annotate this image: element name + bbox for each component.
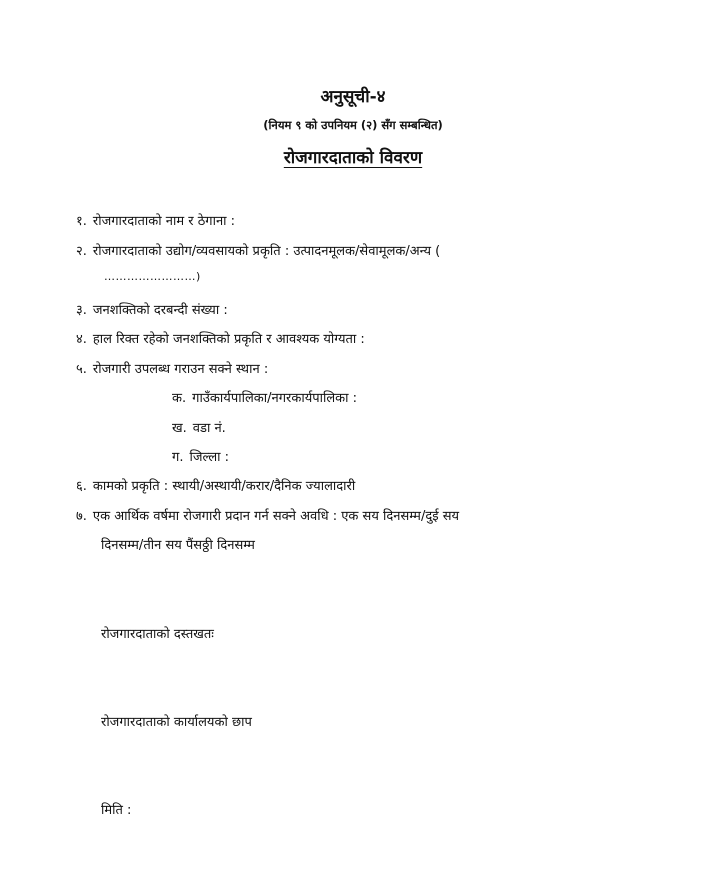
item-text: हाल रिक्त रहेको जनशक्तिको प्रकृति र आवश्यक योग्यता : <box>92 332 365 347</box>
item-text: रोजगारी उपलब्ध गराउन सक्ने स्थान : <box>92 362 269 377</box>
sub-item-text: जिल्ला : <box>189 450 230 465</box>
sub-item-label: ग. <box>172 450 184 465</box>
list-item <box>76 506 459 524</box>
sub-item-label: क. <box>172 391 187 406</box>
list-item <box>76 476 355 494</box>
list-item <box>76 329 365 347</box>
item-number: २. <box>76 244 87 259</box>
sub-item <box>172 447 229 465</box>
item-text: जनशक्तिको दरबन्दी संख्या : <box>92 303 228 318</box>
item-number: १. <box>76 214 87 229</box>
list-item <box>76 359 268 377</box>
form-title: रोजगारदाताको विवरण <box>283 148 423 168</box>
rule-reference: (नियम ९ को उपनियम (२) सँग सम्बन्धित) <box>263 118 443 132</box>
item-number: ४. <box>76 332 87 347</box>
item-number: ५. <box>76 362 87 377</box>
sub-item <box>172 388 357 406</box>
item-text: रोजगारदाताको नाम र ठेगाना : <box>92 214 236 229</box>
sub-item-text: गाउँकार्यपालिका/नगरकार्यपालिका : <box>192 391 358 406</box>
item-number: ७. <box>76 509 87 524</box>
sub-item-label: ख. <box>172 421 187 436</box>
item-number: ३. <box>76 303 87 318</box>
item-text: एक आर्थिक वर्षमा रोजगारी प्रदान गर्न सक्ने अवधि : एक सय दिनसम्म/दुई सय <box>92 509 460 524</box>
employer-signature-label: रोजगारदाताको दस्तखतः <box>101 627 214 642</box>
item-number: ६. <box>76 479 87 494</box>
sub-item-text: वडा नं. <box>192 421 226 436</box>
item-continuation: ……………………) <box>104 270 201 283</box>
sub-item <box>172 418 226 436</box>
item-text: रोजगारदाताको उद्योग/व्यवसायको प्रकृति : उत्पादनमूलक/सेवामूलक/अन्य ( <box>92 244 441 259</box>
item-text: कामको प्रकृति : स्थायी/अस्थायी/करार/दैनिक ज्यालादारी <box>92 479 356 494</box>
date-label: मिति : <box>101 803 132 818</box>
annex-heading: अनुसूची-४ <box>320 87 386 107</box>
item-continuation: दिनसम्म/तीन सय पैंसठ्ठी दिनसम्म <box>101 538 255 553</box>
list-item <box>76 211 235 229</box>
list-item <box>76 241 440 259</box>
office-stamp-label: रोजगारदाताको कार्यालयको छाप <box>101 715 252 730</box>
list-item <box>76 300 228 318</box>
